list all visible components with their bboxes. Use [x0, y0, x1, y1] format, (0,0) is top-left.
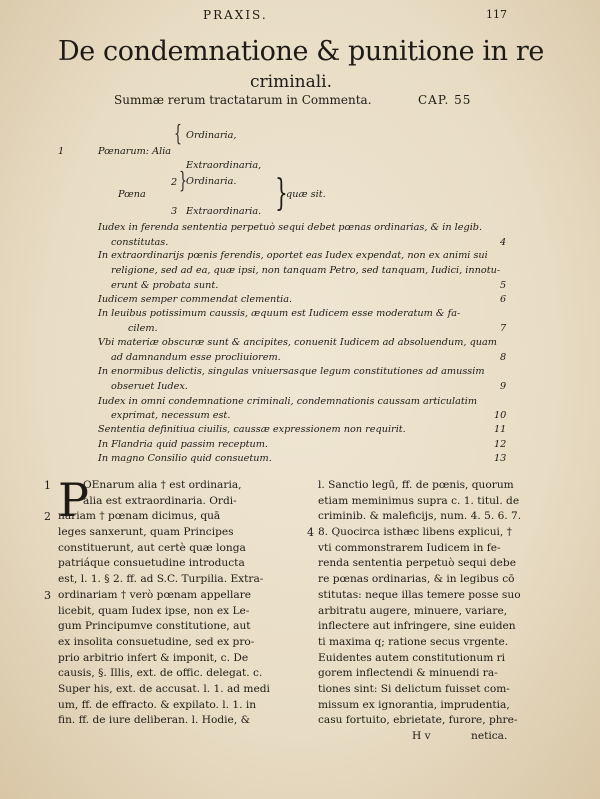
body-line: OEnarum alia † est ordinaria,	[83, 479, 242, 491]
summary-number: 4	[500, 237, 507, 248]
body-line: ex insolita consuetudine, sed ex pro-	[58, 635, 255, 648]
summary-line: Sententia definitiua ciuilis, caussæ expressionem non requirit.	[98, 424, 406, 435]
summary-number: 9	[500, 381, 507, 392]
summary-line: exprimat, necessum est.	[111, 410, 231, 421]
poena-brace: }	[179, 169, 187, 194]
body-line: causis, §. Illis, ext. de offic. delegat. c.	[58, 667, 263, 680]
body-line: fin. ff. de iure deliberan. l. Hodie, &	[58, 714, 250, 727]
body-line: tiones sint: Si delictum fuisset com-	[318, 682, 510, 695]
summary-number: 12	[494, 439, 507, 450]
body-line: ordinariam † verò pœnam appellare	[58, 588, 252, 601]
margin-note-4: 4	[307, 526, 314, 539]
diagram-number-3: 3	[171, 206, 178, 217]
summary-line: constitutas.	[111, 237, 169, 248]
summary-line: In enormibus delictis, singulas vniuersasque legum constitutiones ad amussim	[98, 366, 485, 377]
body-line: constituerunt, aut certè quæ longa	[58, 541, 246, 554]
page-number: 117	[486, 8, 507, 21]
extraordinaria-label-1: Extraordinaria,	[186, 160, 262, 171]
body-line: est, l. 1. § 2. ff. ad S.C. Turpilia. Extra-	[58, 573, 264, 586]
left-brace: {	[174, 122, 182, 147]
body-line: inflectere aut infringere, sine euiden	[318, 620, 516, 633]
body-line: prio arbitrio infert & imponit, c. De	[58, 651, 249, 664]
summary-line: Iudex in omni condemnatione criminali, condemnationis caussam articulatim	[98, 396, 478, 407]
poenarum-label: Pœnarum: Alia	[98, 146, 172, 157]
chapter-number: CAP. 55	[418, 93, 472, 107]
margin-note-2: 2	[44, 510, 51, 523]
diagram-number-1: 1	[58, 146, 65, 157]
summary-line: Iudicem semper commendat clementia.	[98, 294, 293, 305]
chapter-title-line-1: De condemnatione & punitione in re	[58, 36, 544, 67]
body-right-column	[318, 478, 521, 729]
body-line: gum Principumve constitutione, aut	[58, 620, 251, 633]
body-line: um, ff. de effracto. & expilato. l. 1. in	[58, 698, 257, 711]
body-line: leges sanxerunt, quam Principes	[58, 526, 234, 539]
drop-cap: P	[58, 473, 89, 527]
body-line: Super his, ext. de accusat. l. 1. ad medi	[58, 682, 270, 695]
body-line: missum ex ignorantia, imprudentia,	[318, 698, 510, 711]
margin-note-3: 3	[44, 589, 51, 602]
body-left-column	[58, 478, 270, 729]
body-line: stitutas: neque illas temere posse suo	[318, 588, 521, 601]
body-line: criminib. & maleficijs, num. 4. 5. 6. 7.	[318, 510, 522, 523]
ordinaria-label-1: Ordinaria,	[186, 130, 237, 141]
summary-line: cilem.	[128, 323, 158, 334]
body-line: etiam meminimus supra c. 1. titul. de	[318, 494, 520, 507]
quae-sit-label: quæ sit.	[286, 189, 326, 200]
summary-line: obseruet Iudex.	[111, 381, 188, 392]
ordinaria-label-2: Ordinaria.	[186, 176, 237, 187]
signature-mark: H v	[412, 730, 431, 742]
body-line: nariam † pœnam dicimus, quā	[58, 510, 221, 523]
summary-number: 11	[494, 424, 507, 435]
summary-number: 8	[500, 352, 507, 363]
chapter-title-line-2: criminali.	[250, 72, 333, 92]
running-head: PRAXIS.	[203, 8, 268, 22]
summary-line: Vbi materiæ obscuræ sunt & ancipites, conuenit Iudicem ad absoluendum, quam	[98, 337, 497, 348]
body-line: Euidentes autem constitutionum ri	[318, 651, 506, 664]
summary-number: 7	[500, 323, 507, 334]
right-brace: }	[275, 173, 288, 214]
body-line: vti commonstrarem Iudicem in fe-	[318, 541, 501, 554]
summary-line: Iudex in ferenda sententia perpetuò sequi debet pœnas ordinarias, & in legib.	[98, 222, 483, 233]
summary-line: ad damnandum esse procliuiorem.	[111, 352, 281, 363]
body-line: ti maxima q; ratione secus vrgente.	[318, 635, 509, 648]
catchword: netica.	[471, 730, 508, 742]
body-line: renda sententia perpetuò sequi debe	[318, 557, 516, 570]
body-line: alia est extraordinaria. Ordi-	[83, 494, 237, 507]
summary-line: erunt & probata sunt.	[111, 280, 219, 291]
poena-label: Pœna	[118, 189, 146, 200]
body-line: casu fortuito, ebrietate, furore, phre-	[318, 714, 518, 727]
summary-line: religione, sed ad ea, quæ ipsi, non tanquam Petro, sed tanquam, Iudici, innotu-	[111, 265, 501, 276]
summary-heading: Summæ rerum tractatarum in Commenta.	[114, 93, 372, 107]
body-line: 8. Quocirca isthæc libens explicui, †	[318, 526, 512, 539]
extraordinaria-label-2: Extraordinaria.	[186, 206, 262, 217]
body-line: l. Sanctio legū, ff. de pœnis, quorum	[318, 479, 514, 491]
margin-note-1: 1	[44, 479, 51, 492]
summary-number: 6	[500, 294, 507, 305]
body-line: re pœnas ordinarias, & in legibus cō	[318, 573, 515, 586]
summary-number: 5	[500, 280, 507, 291]
summary-line: In leuibus potissimum caussis, æquum est Iudicem esse moderatum & fa-	[98, 308, 461, 319]
summary-number: 13	[494, 453, 507, 464]
body-line: licebit, quam Iudex ipse, non ex Le-	[58, 604, 250, 617]
summary-line: In extraordinarijs pœnis ferendis, oportet eas Iudex expendat, non ex animi sui	[98, 250, 488, 261]
body-line: arbitratu augere, minuere, variare,	[318, 604, 508, 617]
diagram-number-2: 2	[171, 177, 178, 188]
body-line: gorem inflectendi & minuendi ra-	[318, 667, 498, 680]
summary-number: 10	[494, 410, 507, 421]
body-line: patriáque consuetudine introducta	[58, 557, 245, 570]
summary-line: In Flandria quid passim receptum.	[98, 439, 268, 450]
summary-line: In magno Consilio quid consuetum.	[98, 453, 272, 464]
